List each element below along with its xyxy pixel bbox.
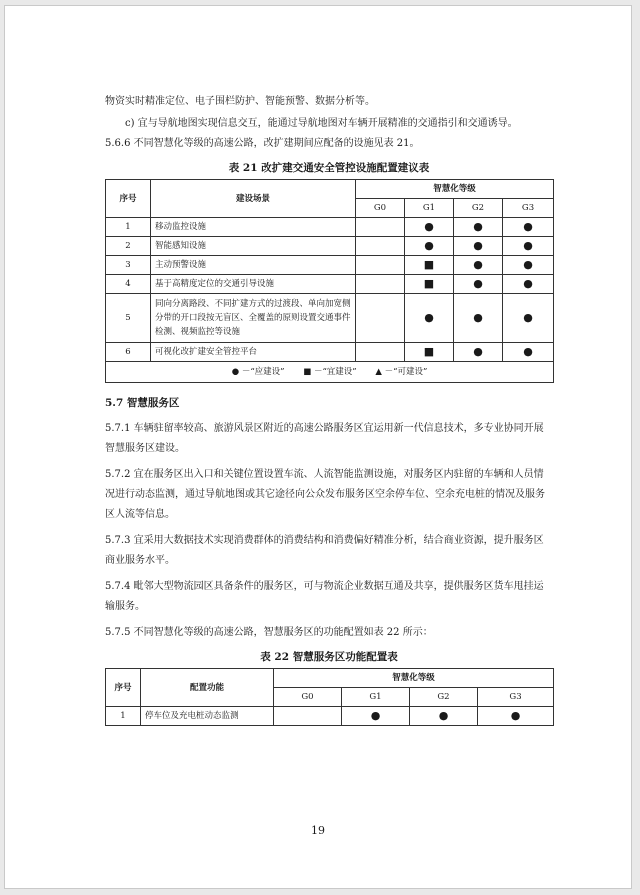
cell-g1: ●: [405, 218, 454, 237]
page-content: [105, 92, 553, 726]
cell-g1: ■: [405, 256, 454, 275]
cell-g1: ●: [342, 707, 410, 726]
table-row: [106, 294, 554, 343]
paragraph: 5.7.4 毗邻大型物流园区具备条件的服务区，可与物流企业数据互通及共享，提供服务区货车甩挂运输服务。: [105, 581, 544, 612]
cell-g3: ●: [503, 294, 554, 343]
row-scene: 可视化改扩建安全管控平台: [151, 343, 356, 362]
row-no: 3: [106, 256, 151, 275]
level-g2: G2: [454, 199, 503, 218]
cell-g1: ●: [405, 294, 454, 343]
level-g0: G0: [356, 199, 405, 218]
row-scene: 移动监控设施: [151, 218, 356, 237]
level-g3: G3: [478, 688, 554, 707]
cell-g0: [356, 237, 405, 256]
cell-g2: ●: [454, 343, 503, 362]
legend-required: ● －“应建设”: [231, 367, 285, 377]
cell-g1: ■: [405, 343, 454, 362]
table-header-level: 智慧化等级: [274, 669, 554, 688]
table-header-scene: 建设场景: [151, 180, 356, 218]
document-page: [4, 5, 632, 889]
paragraph: 5.7.2 宜在服务区出入口和关键位置设置车流、人流智能监测设施，对服务区内驻留的车辆和人员情况进行动态监测，通过导航地图或其它途径向公众发布服务区空余停车位、空余充电桩的情况及服务区人流等信息。: [105, 469, 545, 520]
cell-g2: ●: [454, 218, 503, 237]
cell-g2: ●: [454, 256, 503, 275]
cell-g3: ●: [503, 218, 554, 237]
row-scene: 同向分离路段、不同扩建方式的过渡段、单向加宽侧分带的开口段按无盲区、全覆盖的原则设置交通事件检测、视频监控等设施: [151, 294, 356, 343]
cell-g0: [356, 275, 405, 294]
cell-g3: ●: [503, 237, 554, 256]
cell-g1: ●: [405, 237, 454, 256]
legend-optional: ▲ －“可建设”: [375, 367, 428, 377]
cell-g2: ●: [454, 275, 503, 294]
table-header-no: 序号: [106, 669, 141, 707]
page-number: 19: [311, 824, 325, 837]
level-g1: G1: [405, 199, 454, 218]
table-row: [106, 707, 554, 726]
table-row: [106, 256, 554, 275]
cell-g2: ●: [410, 707, 478, 726]
level-g1: G1: [342, 688, 410, 707]
level-g2: G2: [410, 688, 478, 707]
paragraph: 5.7.1 车辆驻留率较高、旅游风景区附近的高速公路服务区宜运用新一代信息技术，多专业协同开展智慧服务区建设。: [105, 423, 544, 454]
table-row: [106, 275, 554, 294]
row-no: 4: [106, 275, 151, 294]
paragraph: 5.6.6 不同智慧化等级的高速公路，改扩建期间应配备的设施见表 21。: [105, 138, 420, 149]
paragraph: 物资实时精准定位、电子围栏防护、智能预警、数据分析等。: [105, 96, 375, 107]
cell-g0: [274, 707, 342, 726]
row-no: 2: [106, 237, 151, 256]
level-g0: G0: [274, 688, 342, 707]
table-22: [105, 668, 554, 726]
table-header-level: 智慧化等级: [356, 180, 554, 199]
row-function: 停车位及充电桩动态监测: [141, 707, 274, 726]
cell-g0: [356, 256, 405, 275]
table-header-no: 序号: [106, 180, 151, 218]
row-no: 6: [106, 343, 151, 362]
section-title: 5.7 智慧服务区: [105, 397, 180, 409]
cell-g2: ●: [454, 294, 503, 343]
table-21-caption: 表 21 改扩建交通安全管控设施配置建议表: [228, 162, 430, 174]
row-no: 5: [106, 294, 151, 343]
row-scene: 基于高精度定位的交通引导设施: [151, 275, 356, 294]
cell-g0: [356, 218, 405, 237]
table-21: [105, 179, 554, 383]
cell-g2: ●: [454, 237, 503, 256]
table-header-function: 配置功能: [141, 669, 274, 707]
row-scene: 主动预警设施: [151, 256, 356, 275]
row-scene: 智能感知设施: [151, 237, 356, 256]
cell-g0: [356, 294, 405, 343]
level-g3: G3: [503, 199, 554, 218]
cell-g3: ●: [478, 707, 554, 726]
paragraph: 5.7.3 宜采用大数据技术实现消费群体的消费结构和消费偏好精准分析，结合商业资源，提升服务区商业服务水平。: [105, 535, 544, 566]
table-row: [106, 343, 554, 362]
legend-recommended: ■ －“宜建设”: [303, 367, 357, 377]
paragraph: c) 宜与导航地图实现信息交互，能通过导航地图对车辆开展精准的交通指引和交通诱导。: [125, 118, 518, 129]
cell-g3: ●: [503, 256, 554, 275]
row-no: 1: [106, 218, 151, 237]
row-no: 1: [106, 707, 141, 726]
cell-g0: [356, 343, 405, 362]
cell-g1: ■: [405, 275, 454, 294]
table-row: [106, 218, 554, 237]
paragraph: 5.7.5 不同智慧化等级的高速公路，智慧服务区的功能配置如表 22 所示：: [105, 627, 433, 638]
table-legend: [106, 362, 554, 383]
table-row: [106, 237, 554, 256]
cell-g3: ●: [503, 275, 554, 294]
table-22-caption: 表 22 智慧服务区功能配置表: [260, 651, 398, 663]
cell-g3: ●: [503, 343, 554, 362]
